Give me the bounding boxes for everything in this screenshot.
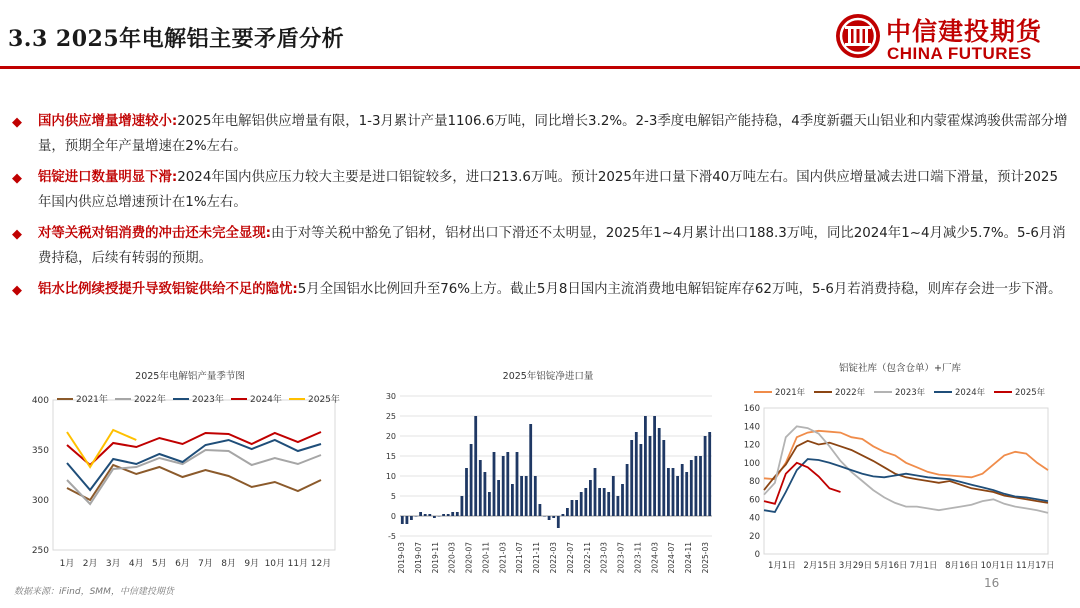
- bar: [566, 508, 569, 516]
- bar: [580, 492, 583, 516]
- x-tick-label: 2019-03: [397, 542, 406, 574]
- x-tick-label: 6月: [175, 559, 190, 569]
- bar: [488, 492, 491, 516]
- x-tick-label: 1月: [59, 559, 75, 569]
- logo-english-name: CHINA FUTURES: [887, 44, 1032, 63]
- bar: [607, 492, 610, 516]
- bar: [557, 516, 560, 528]
- bar: [584, 488, 587, 516]
- y-tick-label: 5: [390, 492, 396, 501]
- bullet-text: 5月全国铝水比例回升至76%上方。截止5月8日国内主流消费地电解铝锭库存62万吨，5-6月若消费持稳，则库存会进一步下滑。: [297, 282, 1062, 297]
- y-tick-label: 15: [385, 452, 396, 461]
- bar: [401, 516, 404, 524]
- legend-label: 2021年: [76, 395, 108, 405]
- x-tick-label: 7月1日: [909, 561, 938, 571]
- diamond-bullet-icon: ◆: [12, 115, 22, 130]
- x-tick-label: 2022-03: [549, 542, 558, 574]
- bar: [562, 514, 565, 516]
- bar: [438, 516, 441, 517]
- bar: [548, 516, 551, 520]
- bar: [649, 436, 652, 516]
- bar: [493, 452, 496, 516]
- y-tick-label: 80: [749, 477, 760, 487]
- x-tick-label: 2019-07: [413, 542, 423, 574]
- bar: [525, 476, 528, 516]
- bar: [520, 476, 523, 516]
- bar: [461, 496, 464, 516]
- bar: [415, 516, 418, 517]
- diamond-bullet-icon: ◆: [12, 227, 22, 242]
- bar: [685, 472, 688, 516]
- x-tick-label: 7月: [198, 559, 213, 569]
- bullet-item: [8, 166, 1068, 215]
- bar: [456, 512, 459, 516]
- x-tick-label: 2021-03: [498, 542, 508, 574]
- header-divider: [0, 66, 1080, 69]
- page-number: 16: [984, 576, 1000, 590]
- x-tick-label: 2020-07: [464, 542, 474, 574]
- x-tick-label: 2月15日: [803, 561, 837, 571]
- bar: [539, 504, 542, 516]
- x-tick-label: 2021-11: [532, 542, 542, 574]
- legend-label: 2023年: [895, 388, 926, 398]
- bullet-text: 2024年国内供应压力较大主要是进口铝锭较多，进口213.6万吨。预计2025年进口量下滑40万吨左右。国内供应增量减去进口端下滑量，预计2025年国内供应总增速预计在1%左右。: [38, 170, 1058, 210]
- x-tick-label: 1月1日: [768, 561, 796, 571]
- bullet-heading: 对等关税对铝消费的冲击还未完全显现:: [38, 226, 271, 241]
- bar: [658, 428, 661, 516]
- bar: [479, 460, 482, 516]
- y-tick-label: 25: [385, 412, 396, 421]
- bar: [640, 444, 643, 516]
- bar: [603, 488, 606, 516]
- bar: [451, 512, 454, 516]
- legend-label: 2023年: [192, 395, 224, 405]
- inventory-line-chart: [732, 378, 1067, 588]
- x-tick-label: 3月: [105, 559, 121, 569]
- bar: [543, 516, 546, 517]
- bar: [406, 516, 409, 524]
- y-tick-label: 140: [743, 422, 760, 433]
- x-tick-label: 2022-11: [582, 542, 592, 574]
- bar: [516, 452, 519, 516]
- bar: [502, 456, 505, 516]
- legend-label: 2025年: [308, 395, 340, 405]
- chart2-title: 2025年铝锭净进口量: [502, 371, 594, 382]
- legend-label: 2021年: [775, 388, 806, 398]
- y-tick-label: 60: [749, 495, 760, 506]
- x-tick-label: 9月: [244, 559, 260, 569]
- series-line-2021年: [764, 431, 1048, 479]
- bar: [695, 456, 698, 516]
- bar: [594, 468, 597, 516]
- bar: [474, 416, 477, 516]
- plot-frame: [53, 400, 335, 550]
- y-tick-label: 0: [754, 550, 760, 560]
- x-tick-label: 2023-07: [616, 542, 626, 574]
- data-source-note: 数据来源：iFind，SMM，中信建投期货: [14, 587, 174, 597]
- bar: [589, 480, 592, 516]
- bar: [690, 460, 693, 516]
- bullet-text: 由于对等关税中豁免了铝材，铝材出口下滑还不太明显，2025年1~4月累计出口188.3万吨，同比2024年1~4月减少5.7%。5-6月消费持稳，后续有转弱的预期。: [38, 226, 1066, 266]
- bar: [506, 452, 509, 516]
- bar: [575, 500, 578, 516]
- x-tick-label: 2024-03: [650, 542, 660, 574]
- y-tick-label: 40: [749, 513, 760, 524]
- x-tick-label: 5月16日: [874, 561, 908, 571]
- bar: [442, 514, 445, 516]
- series-line-2023年: [764, 426, 1048, 513]
- bar: [484, 472, 487, 516]
- bar: [598, 488, 601, 516]
- y-tick-label: 400: [31, 396, 49, 406]
- y-tick-label: 250: [31, 546, 49, 556]
- bar: [571, 500, 574, 516]
- bar: [681, 464, 684, 516]
- bar: [708, 432, 711, 516]
- bar: [621, 484, 624, 516]
- bar: [704, 436, 707, 516]
- bar: [672, 468, 675, 516]
- legend-label: 2024年: [250, 395, 282, 405]
- bullet-item: [8, 278, 1068, 303]
- y-tick-label: 100: [743, 458, 760, 469]
- x-tick-label: 10月1日: [980, 561, 1014, 571]
- x-tick-label: 2020-11: [481, 542, 491, 574]
- bar: [497, 480, 500, 516]
- chart1-title: 2025年电解铝产量季节图: [135, 371, 245, 382]
- bar: [447, 514, 450, 516]
- bullet-list: [8, 110, 1068, 310]
- y-tick-label: 30: [385, 392, 396, 401]
- bar: [635, 432, 638, 516]
- legend-label: 2024年: [955, 388, 986, 398]
- x-tick-label: 8月: [221, 559, 237, 569]
- bar: [465, 468, 468, 516]
- bar: [626, 464, 629, 516]
- y-tick-label: 300: [31, 496, 49, 506]
- y-tick-label: 0: [390, 512, 396, 521]
- logo-chinese-name: 中信建投期货: [886, 17, 1043, 46]
- bar: [699, 456, 702, 516]
- plot-frame: [764, 408, 1048, 554]
- bar: [612, 476, 615, 516]
- bar: [428, 514, 431, 516]
- x-tick-label: 10月: [264, 559, 286, 569]
- bullet-item: [8, 222, 1068, 271]
- bar: [511, 484, 514, 516]
- bullet-heading: 铝锭进口数量明显下滑:: [38, 170, 178, 185]
- legend-label: 2022年: [835, 388, 866, 398]
- x-tick-label: 11月17日: [1016, 561, 1055, 571]
- bar: [410, 516, 413, 520]
- bar: [653, 416, 656, 516]
- bar: [676, 476, 679, 516]
- chart3-title: 铝锭社库（包含仓单）+厂库: [839, 363, 961, 374]
- bar: [552, 516, 555, 518]
- diamond-bullet-icon: ◆: [12, 283, 22, 298]
- diamond-bullet-icon: ◆: [12, 171, 22, 186]
- bar: [667, 468, 670, 516]
- x-tick-label: 12月: [310, 559, 332, 569]
- y-tick-label: 160: [743, 404, 760, 414]
- bar: [433, 516, 436, 518]
- bar: [617, 496, 620, 516]
- legend-label: 2025年: [1015, 388, 1046, 398]
- x-tick-label: 5月: [151, 559, 167, 569]
- y-tick-label: 20: [749, 531, 760, 542]
- bullet-item: [8, 110, 1068, 159]
- bar: [630, 440, 633, 516]
- bar: [644, 416, 647, 516]
- production-seasonal-chart: [25, 382, 345, 592]
- bar: [534, 476, 537, 516]
- bullet-text: 2025年电解铝供应增量有限，1-3月累计产量1106.6万吨，同比增长3.2%。2-3季度电解铝产能持稳，4季度新疆天山铝业和内蒙霍煤鸿骏供需部分增量，预期全年产量增速在2%左右。: [38, 114, 1068, 154]
- y-tick-label: 10: [385, 472, 396, 481]
- y-tick-label: 20: [385, 432, 396, 441]
- x-tick-label: 2021-07: [515, 542, 525, 574]
- company-logo: [834, 10, 1074, 66]
- x-tick-label: 2023-11: [633, 542, 643, 574]
- logo-emblem-icon: [834, 12, 882, 60]
- x-tick-label: 4月: [128, 559, 144, 569]
- x-tick-label: 2019-11: [430, 542, 440, 574]
- net-import-bar-chart: [378, 382, 718, 592]
- x-tick-label: 2022-07: [565, 542, 575, 574]
- x-tick-label: 2020-03: [447, 542, 457, 574]
- x-tick-label: 11月: [287, 559, 309, 569]
- x-tick-label: 2023-03: [599, 542, 609, 574]
- x-tick-label: 2月: [82, 559, 98, 569]
- legend-label: 2022年: [134, 395, 166, 405]
- bar: [529, 424, 532, 516]
- x-tick-label: 8月16日: [945, 561, 979, 571]
- page-title: 3.3 2025年电解铝主要矛盾分析: [8, 26, 345, 52]
- x-tick-label: 2025-03: [701, 542, 710, 574]
- bullet-heading: 铝水比例续授提升导致铝锭供给不足的隐忧:: [38, 282, 298, 297]
- bar: [470, 444, 473, 516]
- y-tick-label: 350: [31, 446, 49, 456]
- bullet-heading: 国内供应增量增速较小:: [38, 114, 178, 129]
- bar: [424, 514, 427, 516]
- bar: [662, 440, 665, 516]
- x-tick-label: 2024-07: [667, 542, 677, 574]
- x-tick-label: 3月29日: [838, 561, 873, 571]
- bar: [419, 512, 422, 516]
- x-tick-label: 2024-11: [684, 542, 694, 574]
- y-tick-label: -5: [388, 532, 396, 541]
- y-tick-label: 120: [743, 440, 760, 451]
